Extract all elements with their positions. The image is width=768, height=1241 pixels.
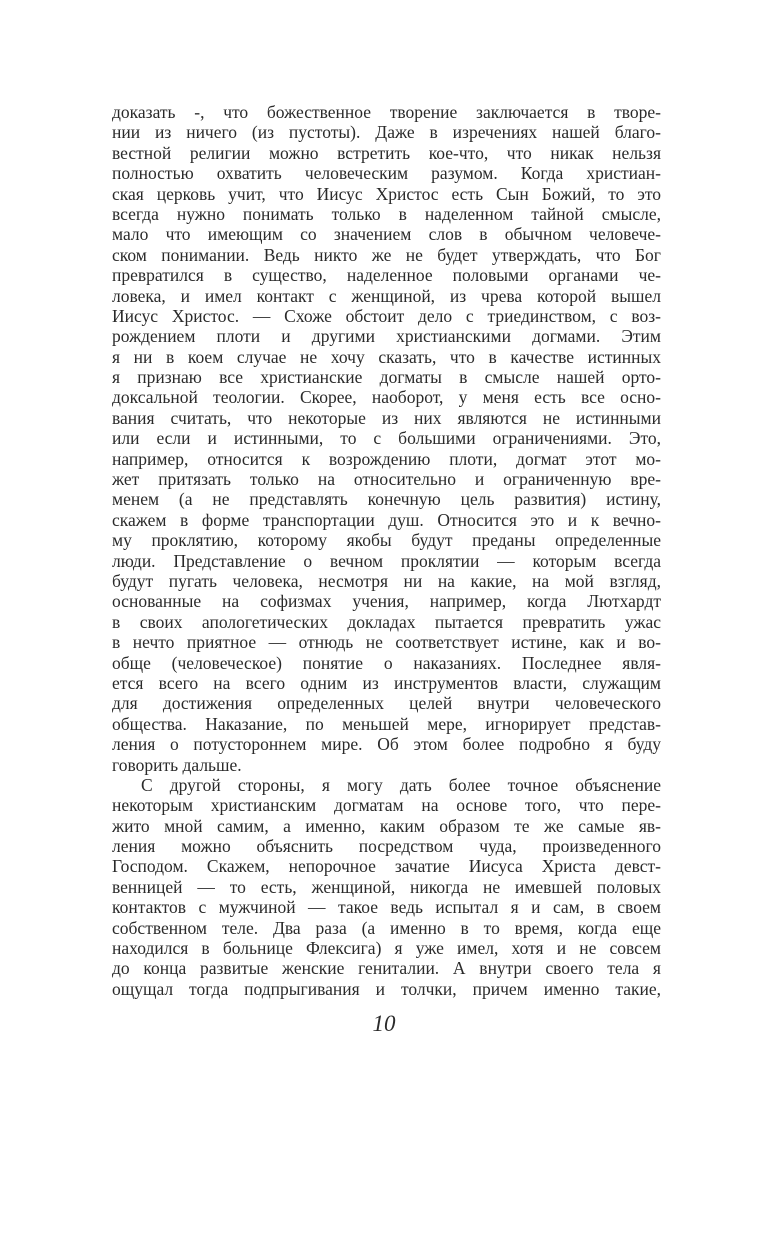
text-line: ощущал тогда подпрыгивания и толчки, причем именно такие, — [112, 978, 661, 999]
text-line: ская церковь учит, что Иисус Христос есть Сын Божий, то это — [112, 183, 661, 204]
text-line: до конца развитые женские гениталии. А внутри своего тела я — [112, 958, 661, 979]
text-line: общества. Наказание, по меньшей мере, игнорирует представ- — [112, 713, 661, 734]
text-line: рождением плоти и другими христианскими догмами. Этим — [112, 326, 661, 347]
text-line: ления о потустороннем мире. Об этом более подробно я буду — [112, 734, 661, 755]
text-line: вания считать, что некоторые из них являются не истинными — [112, 407, 661, 428]
text-line: Иисус Христос. — Схоже обстоит дело с триединством, с воз- — [112, 305, 661, 326]
text-line: венницей — то есть, женщиной, никогда не имевшей половых — [112, 876, 661, 897]
text-line: обще (человеческое) понятие о наказаниях. Последнее явля- — [112, 652, 661, 673]
text-line: Господом. Скажем, непорочное зачатие Иисуса Христа девст- — [112, 856, 661, 877]
text-line: жет притязать только на относительно и ограниченную вре- — [112, 469, 661, 490]
text-line: говорить дальше. — [112, 754, 242, 775]
text-line: или если и истинными, то с большими ограничениями. Это, — [112, 428, 661, 449]
text-line: я ни в коем случае не хочу сказать, что в качестве истинных — [112, 346, 661, 367]
text-line: например, относится к возрождению плоти, догмат этот мо- — [112, 448, 661, 469]
text-line: ется всего на всего одним из инструментов власти, служащим — [112, 672, 661, 693]
text-line: я признаю все христианские догматы в смысле нашей орто- — [112, 367, 661, 388]
text-line: менем (а не представлять конечную цель развития) истину, — [112, 489, 661, 510]
text-line: ском понимании. Ведь никто же не будет утверждать, что Бог — [112, 244, 661, 265]
page-number: 10 — [372, 1011, 396, 1036]
body-text — [112, 102, 661, 999]
text-line: в своих апологетических докладах пытается превратить ужас — [112, 611, 661, 632]
text-line: для достижения определенных целей внутри человеческого — [112, 693, 661, 714]
paragraph — [112, 775, 661, 999]
text-line: в нечто приятное — отнюдь не соответствует истине, как и во- — [112, 632, 661, 653]
text-line: вестной религии можно встретить кое-что, что никак нельзя — [112, 142, 661, 163]
text-line: люди. Представление о вечном проклятии — которым всегда — [112, 550, 661, 571]
text-line: полностью охватить человеческим разумом. Когда христиан- — [112, 163, 661, 184]
text-line: мало что имеющим со значением слов в обычном человече- — [112, 224, 661, 245]
text-line: собственном теле. Два раза (а именно в то время, когда еще — [112, 917, 661, 938]
text-line: ловека, и имел контакт с женщиной, из чрева которой вышел — [112, 285, 661, 306]
text-line: ления можно объяснить посредством чуда, произведенного — [112, 836, 661, 857]
text-line: находился в больнице Флексига) я уже имел, хотя и не совсем — [112, 938, 661, 959]
text-line: С другой стороны, я могу дать более точное объяснение — [141, 774, 661, 795]
text-line: превратился в существо, наделенное половыми органами че- — [112, 265, 661, 286]
text-line: му проклятию, которому якобы будут преданы определенные — [112, 530, 661, 551]
paragraph — [112, 102, 661, 775]
text-line: будут пугать человека, несмотря ни на какие, на мой взгляд, — [112, 570, 661, 591]
text-line: доказать -, что божественное творение заключается в творе- — [112, 102, 661, 122]
text-line: доксальной теологии. Скорее, наоборот, у меня есть все осно- — [112, 387, 661, 408]
text-line: жито мной самим, а именно, каким образом те же самые яв- — [112, 815, 661, 836]
text-line: контактов с мужчиной — такое ведь испытал я и сам, в своем — [112, 897, 661, 918]
text-line: скажем в форме транспортации душ. Относится это и к вечно- — [112, 509, 661, 530]
text-line: нии из ничего (из пустоты). Даже в изречениях нашей благо- — [112, 122, 661, 143]
text-line: некоторым христианским догматам на основе того, что пере- — [112, 795, 661, 816]
text-line: всегда нужно понимать только в наделенном тайной смысле, — [112, 203, 661, 224]
text-line: основанные на софизмах учения, например, когда Лютхардт — [112, 591, 661, 612]
